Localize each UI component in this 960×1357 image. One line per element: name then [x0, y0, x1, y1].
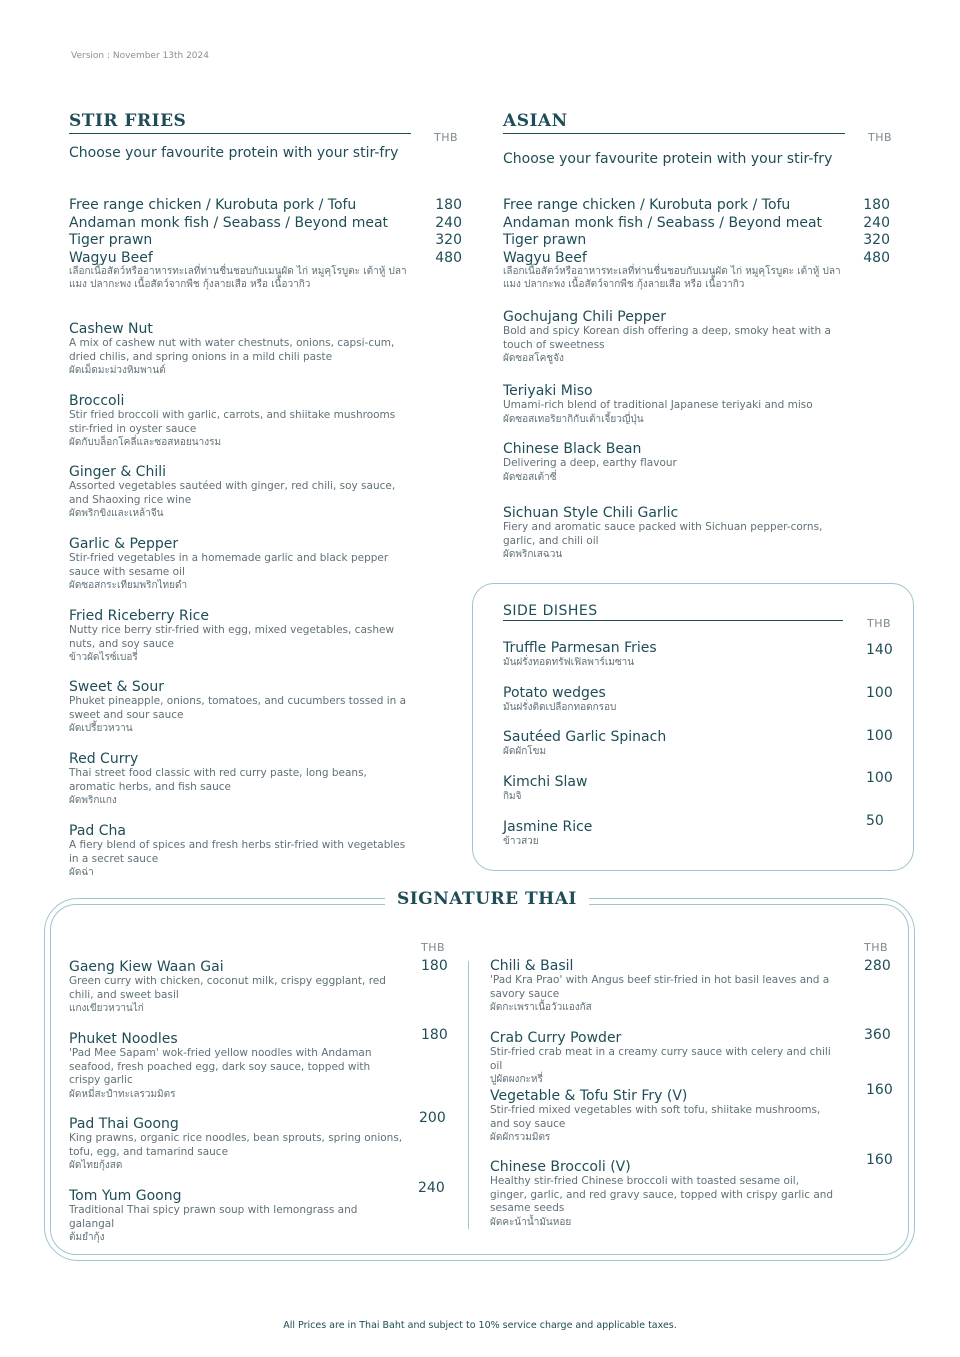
item-name: Vegetable & Tofu Stir Fry (V) [490, 1088, 688, 1104]
item-description: Phuket pineapple, onions, tomatoes, and cucumbers tossed in a sweet and sour sauce [69, 695, 407, 721]
asian-intro: Choose your favourite protein with your stir-fry [503, 151, 833, 167]
item-name: Truffle Parmesan Fries [503, 640, 657, 656]
asian-protein-list [503, 197, 822, 267]
side-dish-price: 50 [866, 813, 884, 829]
side-dishes-currency: THB [867, 617, 892, 630]
asian-rule [503, 133, 845, 134]
asian-protein-thai: เลือกเนื้อสัตว์หรืออาหารทะเลที่ท่านชื่นชอบกับเมนูผัด ไก่ หมูคุโรบูตะ เต้าหู้ ปลาแมง ปลากะพง เนื้อสัตว์จากพืช กุ้งลายเสือ หรือ เนื้อวากิว [503, 266, 841, 290]
signature-item-price: 280 [864, 958, 891, 974]
item-name: Pad Cha [69, 823, 126, 839]
item-thai-name: ผัดกับบล็อกโคลี่และซอสหอยนางรม [69, 437, 222, 448]
item-name: Potato wedges [503, 685, 606, 701]
stir-fries-item [69, 823, 414, 879]
stir-fries-item [69, 464, 414, 520]
signature-item [490, 1159, 835, 1229]
item-description: Healthy stir-fried Chinese broccoli with toasted sesame oil, ginger, garlic, and red gravy sauce, topped with crispy garlic and sesame seeds [490, 1175, 834, 1214]
asian-item [503, 441, 848, 484]
side-dishes-rule [503, 620, 843, 621]
item-name: Chinese Black Bean [503, 441, 642, 457]
item-name: Kimchi Slaw [503, 774, 588, 790]
signature-item [69, 959, 404, 1015]
side-dish-price: 100 [866, 685, 893, 701]
signature-left-currency: THB [421, 941, 446, 954]
signature-item [69, 1116, 404, 1172]
stir-fries-item [69, 321, 414, 377]
item-thai-name: ผัดซอสเต้าซี่ [503, 471, 557, 483]
signature-item-price: 240 [418, 1180, 445, 1196]
item-name: Broccoli [69, 393, 125, 409]
item-description: Traditional Thai spicy prawn soup with lemongrass and galangal [69, 1204, 358, 1230]
signature-item-price: 160 [866, 1152, 893, 1168]
signature-item-price: 200 [419, 1110, 446, 1126]
item-name: Fried Riceberry Rice [69, 608, 209, 624]
stir-fries-title: STIR FRIES [69, 111, 187, 131]
item-description: Stir-fried crab meat in a creamy curry sauce with celery and chili oil [490, 1046, 831, 1072]
protein-price: 180 [435, 197, 462, 213]
item-thai-name: ผัดผักโขม [503, 746, 547, 757]
item-thai-name: ผัดซอสกระเทียมพริกไทยดำ [69, 580, 188, 591]
protein-price: 320 [435, 232, 462, 248]
item-description: Fiery and aromatic sauce packed with Sichuan pepper-corns, garlic, and chili oil [503, 521, 823, 547]
side-dish-item [503, 729, 843, 758]
protein-price: 320 [863, 232, 890, 248]
signature-item [69, 1188, 404, 1244]
item-name: Sautéed Garlic Spinach [503, 729, 667, 745]
item-name: Chili & Basil [490, 958, 574, 974]
item-thai-name: ผัดพริกขิงและเหล้าจีน [69, 508, 164, 519]
item-name: Sichuan Style Chili Garlic [503, 505, 679, 521]
item-thai-name: ต้มยำกุ้ง [69, 1232, 105, 1243]
item-name: Garlic & Pepper [69, 536, 179, 552]
item-thai-name: ปูผัดผงกะหรี่ [490, 1074, 543, 1085]
protein-price: 480 [863, 249, 890, 266]
item-thai-name: ผัดซอสโคชูจัง [503, 353, 564, 364]
item-description: Thai street food classic with red curry paste, long beans, aromatic herbs, and fish sauce [69, 767, 367, 793]
item-name: Red Curry [69, 751, 139, 767]
signature-item-price: 180 [421, 958, 448, 974]
signature-item-price: 160 [866, 1082, 893, 1098]
signature-thai-title: SIGNATURE THAI [385, 889, 589, 909]
price-disclaimer: All Prices are in Thai Baht and subject to 10% service charge and applicable taxes. [283, 1320, 677, 1331]
item-name: Pad Thai Goong [69, 1116, 179, 1132]
side-dishes-title: SIDE DISHES [503, 603, 598, 619]
protein-option: Andaman monk fish / Seabass / Beyond meat [69, 214, 389, 231]
item-description: Delivering a deep, earthy flavour [503, 457, 677, 469]
item-description: Nutty rice berry stir-fried with egg, mixed vegetables, cashew nuts, and soy sauce [69, 624, 395, 650]
item-thai-name: ผัดเปรี้ยวหวาน [69, 723, 133, 734]
side-dish-item [503, 819, 843, 848]
protein-price: 180 [863, 197, 890, 213]
item-name: Chinese Broccoli (V) [490, 1159, 631, 1175]
asian-item [503, 309, 848, 365]
asian-item [503, 505, 848, 561]
item-thai-name: ผัดฉ่า [69, 867, 94, 878]
item-thai-name: ผัดกะเพราเนื้อวัวแองกัส [490, 1002, 592, 1013]
signature-item [490, 958, 835, 1014]
item-name: Jasmine Rice [503, 819, 593, 835]
item-description: Stir-fried vegetables in a homemade garlic and black pepper sauce with sesame oil [69, 552, 389, 578]
item-thai-name: ข้าวผัดไรซ์เบอรี่ [69, 652, 138, 663]
signature-item [490, 1030, 835, 1086]
item-description: King prawns, organic rice noodles, bean sprouts, spring onions, tofu, egg, and tamarind sauce [69, 1132, 403, 1158]
item-name: Sweet & Sour [69, 679, 164, 695]
side-dish-price: 100 [866, 728, 893, 744]
item-thai-name: มันฝรั่งทอดทรัฟเฟิลพาร์เมซาน [503, 657, 635, 668]
side-dish-item [503, 640, 843, 669]
item-description: Assorted vegetables sautéed with ginger, red chili, soy sauce, and Shaoxing rice wine [69, 480, 396, 506]
item-name: Tom Yum Goong [69, 1188, 182, 1204]
asian-item [503, 383, 848, 426]
stir-fries-item [69, 679, 414, 735]
item-description: Green curry with chicken, coconut milk, crispy eggplant, red chili, and sweet basil [69, 975, 386, 1001]
item-description: A fiery blend of spices and fresh herbs stir-fried with vegetables in a secret sauce [69, 839, 406, 865]
asian-protein-prices [848, 197, 890, 267]
item-thai-name: ผัดพริกแกง [69, 795, 117, 806]
item-name: Gochujang Chili Pepper [503, 309, 667, 325]
item-thai-name: ผัดผักรวมมิตร [490, 1132, 551, 1143]
item-thai-name: แกงเขียวหวานไก่ [69, 1003, 144, 1014]
signature-item [69, 1031, 404, 1101]
item-thai-name: ผัดเม็ดมะม่วงหิมพานต์ [69, 365, 166, 376]
item-description: A mix of cashew nut with water chestnuts, onions, capsi-cum, dried chilis, and spring onions in a mild chili paste [69, 337, 395, 363]
protein-option: Andaman monk fish / Seabass / Beyond meat [503, 214, 823, 231]
item-description: 'Pad Kra Prao' with Angus beef stir-fried in hot basil leaves and a savory sauce [490, 974, 830, 1000]
protein-option: Free range chicken / Kurobuta pork / Tofu [503, 197, 791, 213]
item-name: Ginger & Chili [69, 464, 167, 480]
stir-fries-protein-prices [420, 197, 462, 267]
protein-option: Wagyu Beef [503, 249, 587, 266]
item-description: 'Pad Mee Sapam' wok-fried yellow noodles with Andaman seafood, fresh poached egg, dark soy sauce, topped with crispy garlic [69, 1047, 372, 1086]
item-thai-name: ผัดซอสเทอริยากิกับเต้าเจี้ยวญี่ปุ่น [503, 413, 644, 425]
stir-fries-currency: THB [434, 131, 459, 144]
item-description: Stir-fried mixed vegetables with soft tofu, shiitake mushrooms, and soy sauce [490, 1104, 821, 1130]
item-thai-name: ผัดคะน้าน้ำมันหอย [490, 1216, 572, 1228]
side-dish-price: 140 [866, 642, 893, 658]
stir-fries-item [69, 608, 414, 664]
signature-thai-divider [468, 961, 469, 1229]
protein-option: Free range chicken / Kurobuta pork / Tofu [69, 197, 357, 213]
protein-option: Tiger prawn [69, 232, 153, 248]
item-description: Umami-rich blend of traditional Japanese teriyaki and miso [503, 399, 813, 411]
protein-price: 480 [435, 249, 462, 266]
item-name: Crab Curry Powder [490, 1030, 622, 1046]
protein-price: 240 [863, 214, 890, 231]
signature-item-price: 360 [864, 1027, 891, 1043]
stir-fries-protein-list [69, 197, 388, 267]
item-thai-name: ผัดไทยกุ้งสด [69, 1160, 123, 1171]
signature-right-currency: THB [864, 941, 889, 954]
item-description: Bold and spicy Korean dish offering a deep, smoky heat with a touch of sweetness [503, 325, 831, 351]
item-name: Phuket Noodles [69, 1031, 178, 1047]
item-thai-name: ผัดหมี่สะปำทะเลรวมมิตร [69, 1088, 176, 1100]
item-thai-name: ผัดพริกเสฉวน [503, 549, 563, 560]
side-dish-item [503, 774, 843, 803]
item-name: Cashew Nut [69, 321, 153, 337]
item-thai-name: ข้าวสวย [503, 836, 539, 847]
stir-fries-item [69, 393, 414, 449]
stir-fries-rule [69, 133, 411, 134]
item-thai-name: มันฝรั่งติดเปลือกทอดกรอบ [503, 702, 617, 713]
signature-item-price: 180 [421, 1027, 448, 1043]
asian-title: ASIAN [503, 111, 568, 131]
item-thai-name: กิมจิ [503, 791, 522, 802]
protein-option: Wagyu Beef [69, 249, 153, 266]
protein-option: Tiger prawn [503, 232, 587, 248]
item-name: Teriyaki Miso [503, 383, 593, 399]
stir-fries-intro: Choose your favourite protein with your stir-fry [69, 145, 399, 161]
stir-fries-item [69, 751, 414, 807]
side-dish-price: 100 [866, 770, 893, 786]
item-name: Gaeng Kiew Waan Gai [69, 959, 224, 975]
stir-fries-item [69, 536, 414, 592]
protein-price: 240 [435, 214, 462, 231]
side-dish-item [503, 685, 843, 714]
asian-currency: THB [868, 131, 893, 144]
item-description: Stir fried broccoli with garlic, carrots, and shiitake mushrooms stir-fried in oyster sauce [69, 409, 396, 435]
signature-item [490, 1088, 835, 1144]
version-label: Version : November 13th 2024 [71, 51, 209, 61]
stir-fries-protein-thai: เลือกเนื้อสัตว์หรืออาหารทะเลที่ท่านชื่นชอบกับเมนูผัด ไก่ หมูคุโรบูตะ เต้าหู้ ปลาแมง ปลากะพง เนื้อสัตว์จากพืช กุ้งลายเสือ หรือ เนื้อวากิว [69, 266, 407, 290]
